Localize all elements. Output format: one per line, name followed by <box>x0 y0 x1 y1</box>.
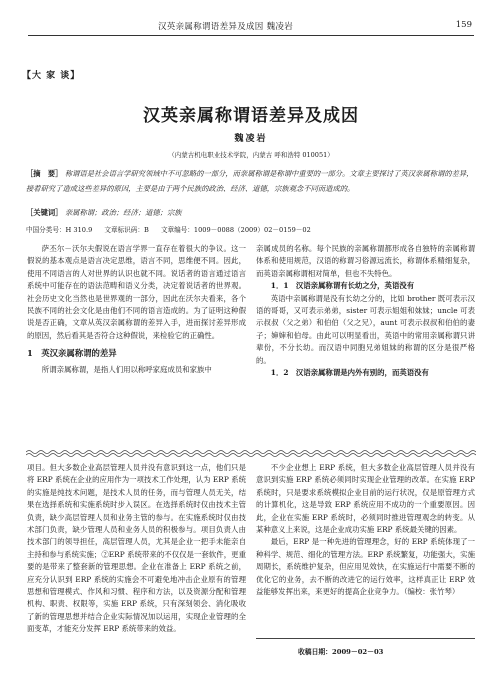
paragraph: 英语中亲属称谓是没有长幼之分的，比如 brother 既可表示汉语的哥哥，又可表示弟弟，sister 可表示姐姐和妹妹；uncle 可表示叔叔（父之弟）和伯伯（父之兄），aunt 可表示叔叔和伯伯的妻子；婶婶和伯母。由此可以明显看出，英语中的常用亲属称谓只讲辈份，不分长幼。而汉语中同胞兄弟姐妹的称谓的区分是很严格的。 <box>256 293 475 365</box>
received-date-rule <box>256 638 475 639</box>
keywords-label: ［关键词］ <box>26 208 63 217</box>
abstract-text: 称谓语是社会语言学研究领域中不可忽略的一部分，而亲属称谓是称谓中重要的一部分。文章主要探讨了英汉亲属称谓的差异，接着研究了造成这些差异的原因，主要是由于两个民族的政治、经济、道德，宗族观念不同而造成的。 <box>26 169 474 193</box>
document-code: 文章标识码：B <box>104 226 149 234</box>
erp-column-left <box>27 462 246 636</box>
header-rule <box>28 35 474 36</box>
author-affiliation: （内蒙古机电职业技术学院，内蒙古 呼和浩特 010051） <box>168 151 334 159</box>
running-title: 汉英亲属称谓语差异及成因 魏凌岩 <box>158 22 294 32</box>
paragraph: 项目。但大多数企业高层管理人员并没有意识到这一点，他们只是将 ERP 系统在企业的应用作为一项技术工作处理，认为 ERP 系统的实施是纯技术问题，是技术人员的任务，而与管理人员无关，结果在选择系统和实施系统时步入误区。在选择系统时仅由技术主管负责，缺少高层管理人员和业务主管的参与。在实施系统时仅由技术部门负责，缺少管理人员和业务人员的积极参与。项目负责人由技术部门的领导担任，高层管理人员，尤其是企业一把手未能亲自主持和参与系统实施；②ERP 系统带来的不仅仅是一套软件，更重要的是带来了整套新的管理思想。企业在准备上 ERP 系统之前，应充分认识到 ERP 系统的实施会不可避免地冲击企业原有的管理思想和管理模式、作风和习惯、程序和方法，以及资源分配和管理机构、职责、权限等，实施 ERP 系统，只有深刻领会、消化吸收了新的管理思想并结合企业实际情况加以运用，实现企业管理的全面变革，才能充分发挥 ERP 系统带来的效益。 <box>27 463 246 634</box>
subsection-heading: 1．2 汉语亲属称谓是内外有别的，而英语没有 <box>270 368 429 378</box>
article-number: 文章编号：1009－0088（2009）02－0159－02 <box>160 226 311 234</box>
erp-column-right <box>256 462 475 598</box>
wave-line-top <box>26 451 476 454</box>
abstract <box>26 166 476 196</box>
column-label: 【大 家 谈】 <box>22 71 81 81</box>
running-header <box>28 14 474 36</box>
paragraph: 萨丕尔－沃尔夫假说在语言学界一直存在着很大的争议。这一假说的基本观点是语言决定思维，语言不同，思维便不同。因此，使用不同语言的人对世界的认识也就不同。说话者的语言通过语言系统中可能存在的语法范畴和语义分类，决定着说话者的世界观。社会历史文化当然也是世界观的一部分，因此在沃尔夫看来，各个民族不同的社会文化是由他们不同的语言造成的。为了证明这种假说是否正确，文章从英汉亲属称谓的差异入手，进而探讨差异形成的原因，然后看其是否符合这种假说，来检验它的正确性。 <box>27 244 246 340</box>
article-title: 汉英亲属称谓语差异及成因 <box>143 106 359 126</box>
received-date: 收稿日期：2009－02－03 <box>298 648 384 656</box>
section-heading: 1 英汉亲属称谓的差异 <box>27 348 117 359</box>
wavy-divider <box>26 449 476 457</box>
paragraph: 最后，ERP 是一种先进的管理理念，好的 ERP 系统体现了一种科学、规范、细化的管理方法。ERP 系统繁复，功能强大，实施周期长，系统维护复杂，但应用见效快，在实施运行中需要不断的优化它的业务，去不断的改进它的运行效率，这样真正让 ERP 效益能够发挥出来，来更好的提高企业竞争力。（编校：张竹琴） <box>256 537 475 597</box>
abstract-label: ［摘 要］ <box>26 169 63 178</box>
wave-line-bottom <box>26 454 476 457</box>
body-column-1 <box>27 243 246 376</box>
classification-line <box>26 224 476 234</box>
subsection-heading: 1．1 汉语亲属称谓有长幼之分，英语没有 <box>270 281 415 291</box>
paragraph: 不少企业想上 ERP 系统，但大多数企业高层管理人员并没有意识到实施 ERP 系统必须同时实现企业管理的改革。在实施 ERP 系统时，只是要求系统模拟企业目前的运行状况，仅是原管理方式的计算机化，这是导致 ERP 系统应用不成功的一个重要原因。因此，企业在实施 ERP 系统时，必须同时推进管理观念的转变。从某种意义上来说，这是企业成功实施 ERP 系统最关键的因素。 <box>256 463 475 535</box>
clc-number: 中国分类号：H 310.9 <box>26 226 93 234</box>
keywords <box>26 208 476 218</box>
body-column-2 <box>256 243 475 379</box>
keywords-text: 亲属称谓；政治；经济；道德；宗族 <box>64 208 182 217</box>
paragraph: 所谓亲属称谓，是指人们用以称呼家庭成员和家族中 <box>41 364 212 374</box>
paragraph: 亲属成员的名称。每个民族的亲属称谓都形成各自独特的亲属称谓体系和使用规范，汉语的称谓习俗源远流长，称谓体系精细复杂，而英语亲属称谓相对简单，但也不失特色。 <box>256 244 475 278</box>
page-number: 159 <box>455 20 472 30</box>
article-author: 魏凌岩 <box>234 134 268 144</box>
